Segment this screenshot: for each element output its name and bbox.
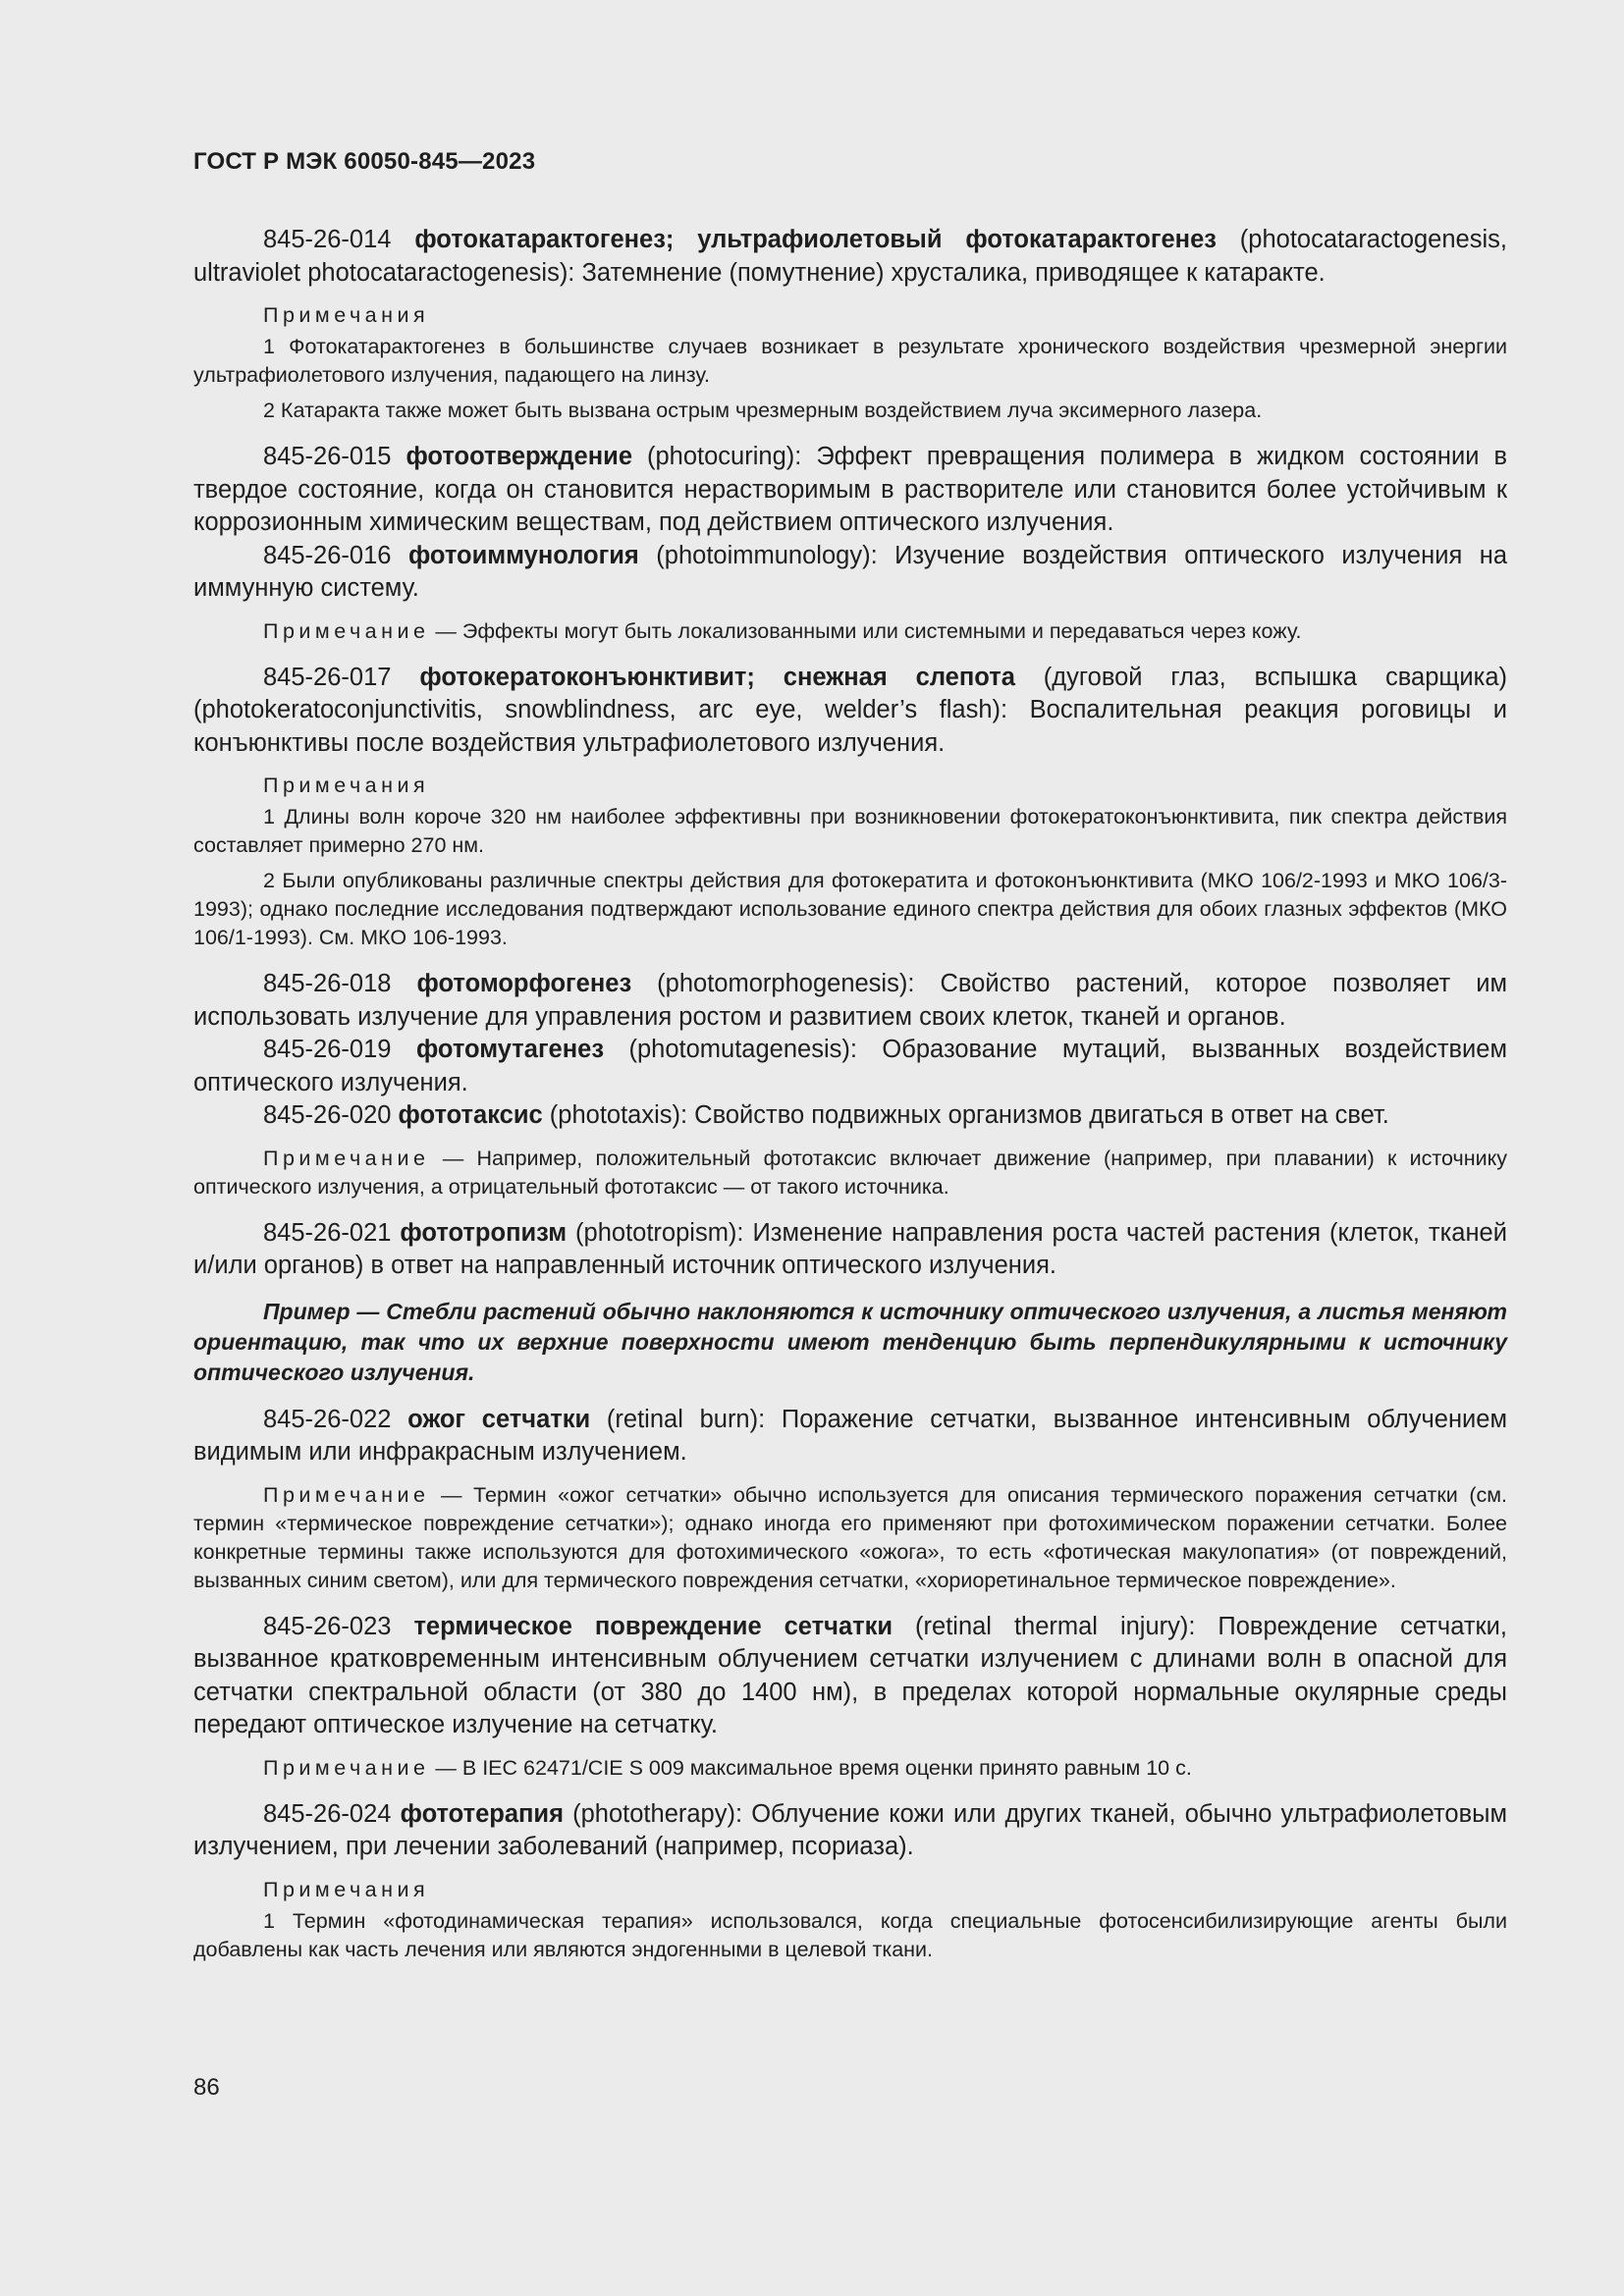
term-entry	[193, 1099, 1507, 1133]
term-name: фотоиммунология	[407, 541, 639, 569]
term-name: фотоморфогенез	[416, 970, 632, 997]
notes-heading: Примечания	[263, 303, 430, 327]
note-item: 2 Катаракта также может быть вызвана острым чрезмерным воздействием луча эксимерного лазера.	[263, 399, 1263, 422]
note-single	[193, 1481, 1507, 1595]
page-header: ГОСТ Р МЭК 60050-845—2023	[193, 148, 536, 175]
note-text: — Термин «ожог сетчатки» обычно используется для описания термического поражения сетчатки (см. термин «термическое повреждение сетчатки»); однако иногда его применяют при фотохимическом поражении сетчатки. Более конкретные термины также используются для фотохимического «ожога», то есть «фотическая макулопатия» (от повреждений, вызванных синим светом), или для термического повреждения сетчатки, «хориоретинальное термическое повреждение».	[193, 1482, 1507, 1592]
note-text: — Например, положительный фототаксис включает движение (например, при плавании) к источнику оптического излучения, а отрицательный фототаксис — от такого источника.	[193, 1146, 1507, 1199]
term-entry	[193, 1404, 1507, 1469]
term-name: фотоотверждение	[406, 443, 632, 470]
term-name: фототерапия	[400, 1799, 564, 1828]
term-name: ожог сетчатки	[407, 1405, 591, 1433]
note-item: 1 Длины волн короче 320 нм наиболее эффективны при возникновении фотокератоконъюнктивита, пик спектра действия составляет примерно 270 нм.	[193, 805, 1507, 857]
term-definition: (photoimmunology): Изучение воздействия оптического излучения на иммунную систему.	[193, 541, 1508, 602]
notes-heading: Примечания	[263, 1877, 430, 1901]
term-definition: (photocuring): Эффект превращения полимера в жидком состоянии в твердое состояние, когда он становится нерастворимым в растворителе или становится более устойчивым к коррозионным химическим веществам, под действием оптического излучения.	[193, 443, 1507, 536]
term-definition: (photomutagenesis): Образование мутаций, вызванных воздействием оптического излучения.	[193, 1036, 1507, 1096]
note-single	[193, 1754, 1507, 1783]
note-text: — Эффекты могут быть локализованными или системными и передаваться через кожу.	[429, 618, 1302, 643]
term-definition: (phototherapy): Облучение кожи или других тканей, обычно ультрафиолетовым излучением, при лечении заболеваний (например, псориаза).	[193, 1799, 1507, 1860]
term-code: 845-26-022	[263, 1405, 392, 1433]
term-definition: (retinal thermal injury): Повреждение сетчатки, вызванное кратковременным интенсивным облучением сетчатки излучением с длинами волн в опасной для сетчатки спектральной области (от 380 до 1400 нм), в пределах которой нормальные окулярные среды передают оптическое излучение на сетчатку.	[193, 1612, 1507, 1738]
note-item: 1 Фотокатарактогенез в большинстве случаев возникает в результате хронического воздействия чрезмерной энергии ультрафиолетового излучения, падающего на линзу.	[193, 335, 1507, 387]
note-label: Примечание	[263, 618, 430, 643]
term-definition: (photomorphogenesis): Свойство растений, которое позволяет им использовать излучение для управления ростом и развитием своих клеток, тканей и органов.	[193, 970, 1507, 1031]
term-entry	[193, 1034, 1507, 1099]
note-label: Примечание	[263, 1755, 430, 1780]
term-entry	[193, 968, 1507, 1034]
term-definition: (retinal burn): Поражение сетчатки, вызванное интенсивным облучением видимым или инфракрасным излучением.	[193, 1405, 1507, 1466]
term-code: 845-26-019	[263, 1036, 392, 1063]
term-definition: (phototropism): Изменение направления роста частей растения (клеток, тканей и/или органов) в ответ на направленный источник оптического излучения.	[193, 1218, 1507, 1279]
term-code: 845-26-020	[263, 1101, 392, 1129]
term-entry	[193, 1798, 1507, 1864]
term-code: 845-26-014	[263, 226, 392, 253]
page-number: 86	[193, 2074, 220, 2101]
note-single	[193, 1145, 1507, 1201]
term-name: термическое повреждение сетчатки	[413, 1612, 893, 1640]
term-name: фототропизм	[400, 1218, 568, 1247]
term-code: 845-26-016	[263, 541, 392, 569]
term-code: 845-26-021	[263, 1218, 392, 1247]
term-name: фотокератоконъюнктивит; снежная слепота	[419, 663, 1015, 691]
term-code: 845-26-015	[263, 443, 392, 470]
example-paragraph: Пример — Стебли растений обычно наклоняются к источнику оптического излучения, а листья меняют ориентацию, так что их верхние поверхности имеют тенденцию быть перпендикулярными к источнику оптического излучения.	[193, 1298, 1507, 1385]
term-code: 845-26-018	[263, 970, 392, 997]
note-label: Примечание	[263, 1146, 430, 1170]
term-name: фотомутагенез	[415, 1036, 605, 1063]
term-name: фотокатарактогенез; ультрафиолетовый фотокатарактогенез	[414, 226, 1217, 253]
document-body	[193, 224, 1507, 1971]
term-entry	[193, 540, 1507, 606]
note-label: Примечание	[263, 1482, 430, 1507]
note-item: 1 Термин «фотодинамическая терапия» использовался, когда специальные фотосенсибилизирующие агенты были добавлены как часть лечения или являются эндогенными в целевой ткани.	[193, 1908, 1507, 1961]
term-code: 845-26-017	[263, 663, 392, 691]
term-name: фототаксис	[398, 1101, 543, 1129]
term-entry	[193, 441, 1507, 540]
term-entry	[193, 1611, 1507, 1742]
note-text: — В IEC 62471/CIE S 009 максимальное время оценки принято равным 10 с.	[429, 1755, 1192, 1780]
term-entry	[193, 662, 1507, 761]
term-code: 845-26-024	[263, 1799, 392, 1828]
term-entry	[193, 1217, 1507, 1283]
term-entry	[193, 224, 1507, 290]
note-single	[193, 617, 1507, 646]
notes-heading: Примечания	[263, 774, 430, 797]
term-definition: (photocataractogenesis, ultraviolet photocataractogenesis): Затемнение (помутнение) хрусталика, приводящее к катаракте.	[193, 226, 1507, 287]
term-definition: (дуговой глаз, вспышка сварщика) (photokeratoconjunctivitis, snowblindness, arc eye, welder’s flash): Воспалительная реакция роговицы и конъюнктивы после воздействия ультрафиолетового излучения.	[193, 663, 1507, 757]
term-code: 845-26-023	[263, 1612, 392, 1640]
term-definition: (phototaxis): Свойство подвижных организмов двигаться в ответ на свет.	[542, 1101, 1389, 1129]
note-item: 2 Были опубликованы различные спектры действия для фотокератита и фотоконъюнктивита (МКО 106/2-1993 и МКО 106/3-1993); однако последние исследования подтверждают использование единого спектра действия для обоих глазных эффектов (МКО 106/1-1993). См. МКО 106-1993.	[193, 869, 1507, 949]
